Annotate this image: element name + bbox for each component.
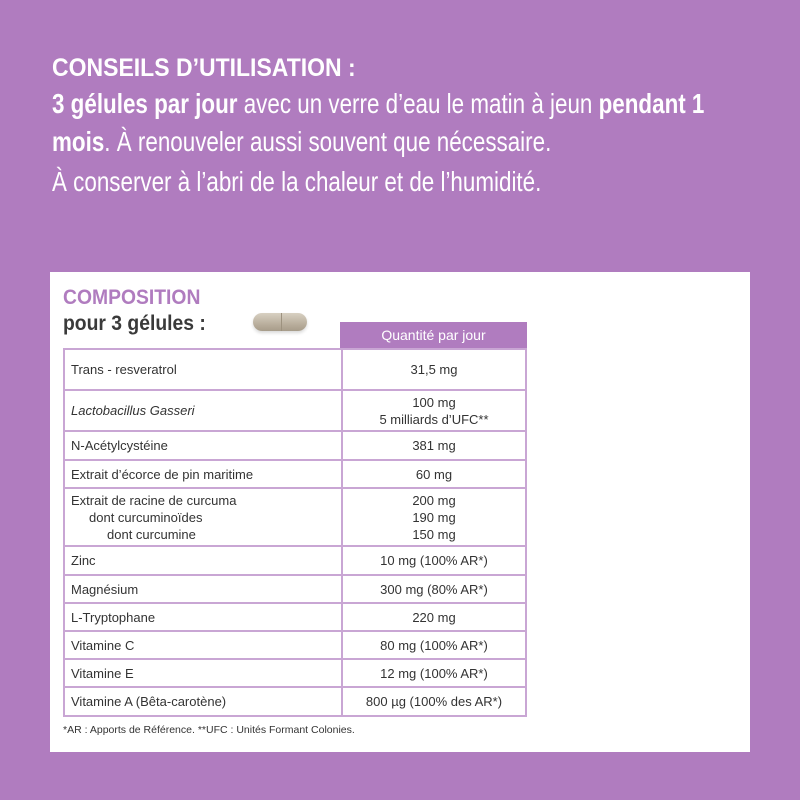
value-line: 190 mg: [412, 509, 456, 525]
name-line: Extrait de racine de curcuma: [71, 492, 237, 508]
composition-subtitle: pour 3 gélules :: [63, 312, 206, 335]
name-line: dont curcumine: [107, 526, 196, 542]
column-header: Quantité par jour: [340, 322, 527, 348]
ingredient-value: [342, 390, 526, 431]
table-row: [64, 431, 526, 460]
ingredient-name: Lactobacillus Gasseri: [64, 390, 342, 431]
value-line: 100 mg: [412, 394, 456, 410]
ingredient-name: Magnésium: [64, 575, 342, 603]
ingredient-name: N-Acétylcystéine: [64, 431, 342, 460]
table-row: [64, 349, 526, 390]
ingredient-name: Vitamine A (Bêta-carotène): [64, 687, 342, 716]
table-row: [64, 659, 526, 687]
usage-text: . À renouveler aussi souvent que nécessaire.: [104, 126, 552, 157]
table-row: [64, 575, 526, 603]
ingredient-value: 300 mg (80% AR*): [342, 575, 526, 603]
table-row: [64, 603, 526, 631]
ingredient-name: [64, 488, 342, 546]
ingredient-value: 220 mg: [342, 603, 526, 631]
ingredient-value: 10 mg (100% AR*): [342, 546, 526, 575]
ingredient-name: Vitamine E: [64, 659, 342, 687]
duration-text: pendant 1: [598, 88, 705, 119]
ingredient-value: [342, 488, 526, 546]
value-line: 150 mg: [412, 526, 456, 542]
footnote: *AR : Apports de Référence. **UFC : Unités Formant Colonies.: [63, 724, 355, 736]
composition-card: [50, 272, 750, 752]
usage-text: avec un verre d’eau le matin à jeun: [237, 88, 599, 119]
table-row: [64, 687, 526, 716]
ingredient-name: Extrait d’écorce de pin maritime: [64, 460, 342, 488]
capsule-image: [253, 313, 307, 331]
ingredient-value: 60 mg: [342, 460, 526, 488]
ingredient-name: L-Tryptophane: [64, 603, 342, 631]
usage-line-1: [52, 88, 704, 120]
table-row: [64, 460, 526, 488]
ingredient-value: 800 µg (100% des AR*): [342, 687, 526, 716]
table-row: [64, 631, 526, 659]
value-line: 5 milliards d’UFC**: [379, 411, 489, 427]
name-line: dont curcuminoïdes: [89, 509, 203, 525]
usage-line-2: [52, 126, 551, 158]
ingredient-name: Trans - resveratrol: [64, 349, 342, 390]
ingredient-value: 31,5 mg: [342, 349, 526, 390]
table-row: [64, 488, 526, 546]
ingredient-value: 381 mg: [342, 431, 526, 460]
ingredient-value: 80 mg (100% AR*): [342, 631, 526, 659]
dose-text: 3 gélules par jour: [52, 88, 238, 119]
composition-title: COMPOSITION: [63, 286, 201, 309]
duration-text-cont: mois: [52, 126, 105, 157]
ingredient-name: Zinc: [64, 546, 342, 575]
storage-line: À conserver à l’abri de la chaleur et de l’humidité.: [52, 166, 542, 197]
table-row: [64, 546, 526, 575]
usage-title: CONSEILS D’UTILISATION :: [52, 54, 356, 82]
composition-table: [63, 348, 527, 717]
ingredient-name: Vitamine C: [64, 631, 342, 659]
table-row: [64, 390, 526, 431]
ingredient-value: 12 mg (100% AR*): [342, 659, 526, 687]
value-line: 200 mg: [412, 492, 456, 508]
